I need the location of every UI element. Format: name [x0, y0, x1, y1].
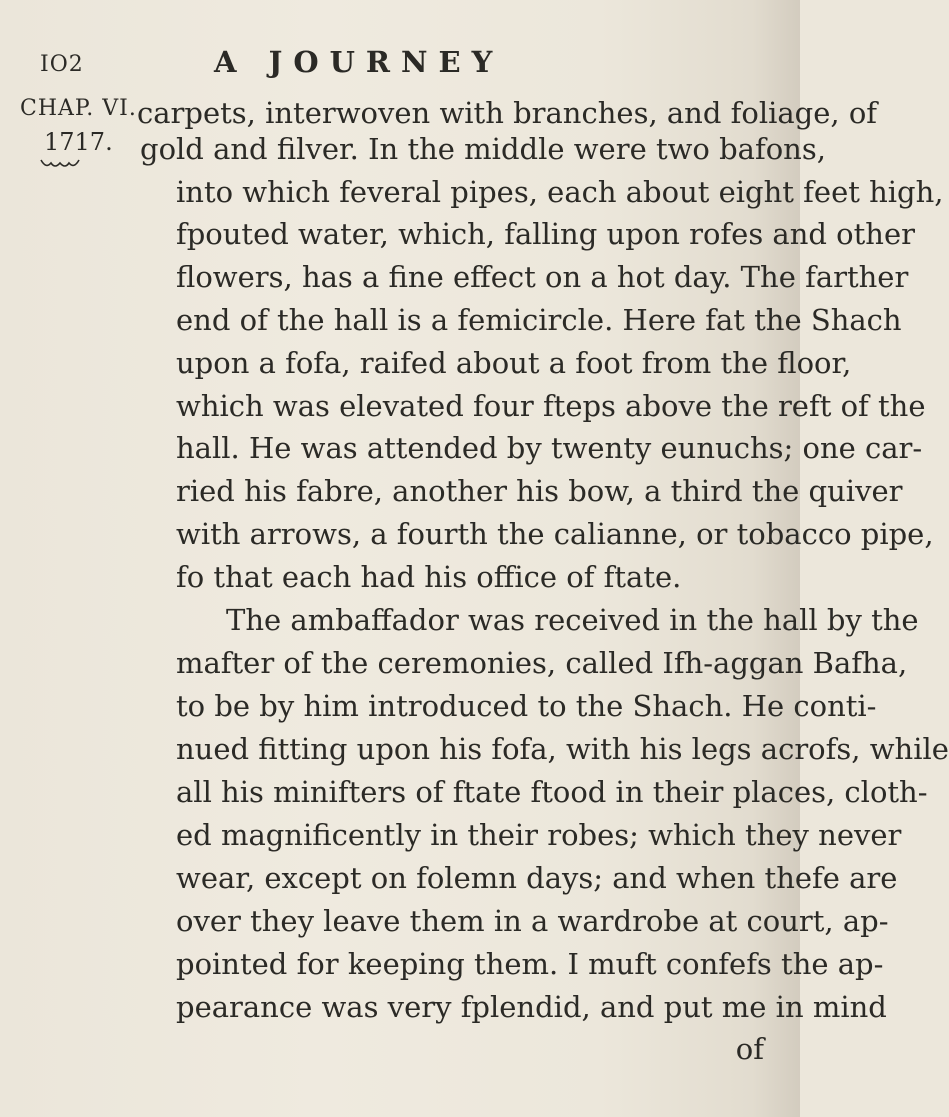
text-line: over they leave them in a wardrobe at court, ap- — [176, 904, 889, 938]
text-line: wear, except on folemn days; and when thefe are — [176, 861, 898, 895]
text-line: The ambaffador was received in the hall by the — [226, 603, 919, 637]
text-line: mafter of the ceremonies, called Ifh-aggan Bafha, — [176, 646, 908, 680]
text-line: end of the hall is a femicircle. Here fat the Shach — [176, 303, 902, 337]
text-line: into which feveral pipes, each about eight feet high, — [176, 175, 944, 209]
text-line: carpets, interwoven with branches, and foliage, of — [137, 96, 878, 130]
text-line: upon a fofa, raifed about a foot from the floor, — [176, 346, 852, 380]
text-line: all his minifters of ftate ftood in their places, cloth- — [176, 775, 928, 809]
text-line: nued fitting upon his fofa, with his legs acrofs, while — [176, 732, 949, 766]
text-line: hall. He was attended by twenty eunuchs; one car- — [176, 431, 923, 465]
text-line: pearance was very fplendid, and put me in mind — [176, 990, 887, 1024]
running-head: A JOURNEY — [214, 45, 504, 79]
text-line: flowers, has a fine effect on a hot day. The farther — [176, 260, 909, 294]
chapter-marginal-note: CHAP. VI. — [20, 96, 137, 121]
text-line: ried his fabre, another his bow, a third the quiver — [176, 474, 903, 508]
year-marginal-note: 1717. — [44, 128, 113, 156]
text-line: fpouted water, which, falling upon rofes and other — [176, 217, 915, 251]
text-line: ed magnificently in their robes; which they never — [176, 818, 902, 852]
text-line: which was elevated four fteps above the reft of the — [176, 389, 926, 423]
text-line: with arrows, a fourth the calianne, or tobacco pipe, — [176, 517, 934, 551]
catchword: of — [735, 1032, 764, 1066]
text-line: fo that each had his office of ftate. — [176, 560, 682, 594]
text-line: gold and filver. In the middle were two bafons, — [140, 132, 826, 166]
text-line: to be by him introduced to the Shach. He conti- — [176, 689, 877, 723]
text-line: pointed for keeping them. I muft confefs the ap- — [176, 947, 884, 981]
page-number: IO2 — [40, 52, 84, 77]
